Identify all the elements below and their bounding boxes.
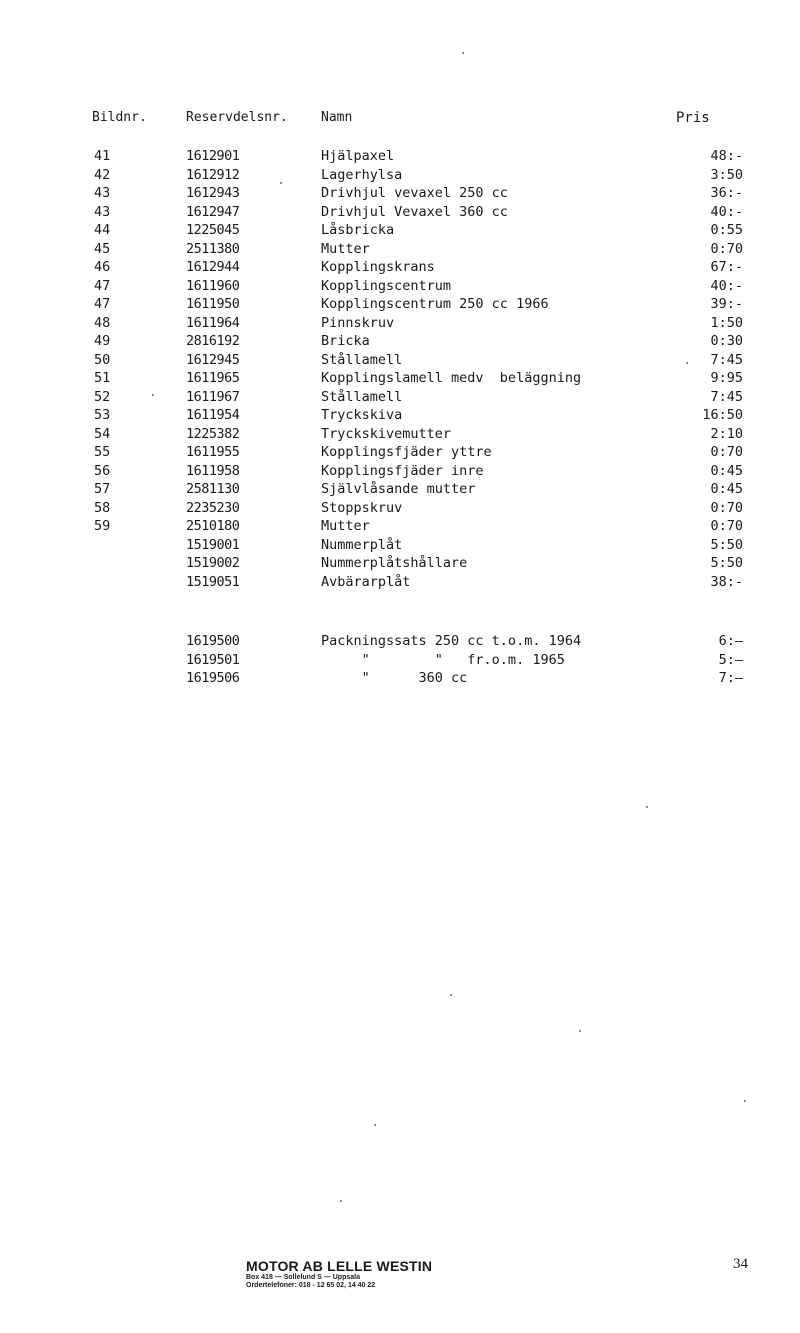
header-reservdelsnr: Reservdelsnr. bbox=[186, 110, 288, 125]
part-number-cell: 1225045 bbox=[186, 222, 240, 238]
bildnr-cell: 56 bbox=[94, 462, 111, 479]
part-number-cell: 1619506 bbox=[186, 670, 240, 686]
part-number-cell: 2510180 bbox=[186, 518, 240, 534]
table-row bbox=[0, 573, 800, 591]
bildnr-cell: 57 bbox=[94, 481, 111, 497]
part-name-cell: Packningssats 250 cc t.o.m. 1964 bbox=[321, 633, 582, 649]
part-number-cell: 1519001 bbox=[186, 536, 240, 553]
part-name-cell: Bricka bbox=[321, 333, 370, 349]
table-row bbox=[0, 369, 800, 387]
company-name: MOTOR AB LELLE WESTIN bbox=[246, 1258, 433, 1274]
part-name-cell: Nummerplåt bbox=[321, 536, 403, 553]
table-row bbox=[0, 669, 800, 687]
scan-speck bbox=[280, 182, 282, 184]
part-name-cell: Pinnskruv bbox=[321, 314, 395, 331]
part-number-cell: 2581130 bbox=[186, 481, 240, 497]
part-number-cell: 1619500 bbox=[186, 633, 240, 649]
price-cell: 1:50 bbox=[710, 314, 743, 331]
price-cell: 40:- bbox=[710, 203, 743, 220]
part-name-cell: Stållamell bbox=[321, 351, 403, 368]
part-number-cell: 1611967 bbox=[186, 388, 240, 405]
part-name-cell: Drivhjul vevaxel 250 cc bbox=[321, 185, 508, 201]
part-number-cell: 1611955 bbox=[186, 444, 240, 460]
price-cell: 48:- bbox=[710, 148, 743, 164]
table-row bbox=[0, 443, 800, 461]
part-number-cell: 1611958 bbox=[186, 462, 240, 479]
table-row bbox=[0, 651, 800, 669]
company-phone: Ordertelefoner: 018 - 12 65 02, 14 40 22 bbox=[246, 1282, 376, 1289]
part-number-cell: 1612901 bbox=[186, 148, 240, 164]
price-cell: 3:50 bbox=[710, 166, 743, 183]
price-cell: 9:95 bbox=[710, 370, 743, 386]
price-cell: 16:50 bbox=[702, 407, 743, 423]
part-number-cell: 1519051 bbox=[186, 573, 240, 590]
price-cell: 7:— bbox=[718, 670, 743, 686]
part-number-cell: 2816192 bbox=[186, 333, 240, 349]
table-row bbox=[0, 258, 800, 276]
part-number-cell: 1519002 bbox=[186, 555, 240, 571]
table-row bbox=[0, 499, 800, 517]
table-row bbox=[0, 536, 800, 554]
table-row bbox=[0, 277, 800, 295]
part-number-cell: 1612943 bbox=[186, 185, 240, 201]
part-number-cell: 2511380 bbox=[186, 240, 240, 257]
table-row bbox=[0, 406, 800, 424]
table-row bbox=[0, 332, 800, 350]
part-number-cell: 1619501 bbox=[186, 651, 240, 668]
scan-speck bbox=[744, 1100, 746, 1102]
part-number-cell: 1612944 bbox=[186, 259, 240, 275]
price-cell: 38:- bbox=[710, 573, 743, 590]
price-cell: 0:70 bbox=[710, 240, 743, 257]
part-name-cell: Drivhjul Vevaxel 360 cc bbox=[321, 203, 508, 220]
part-name-cell: Lagerhylsa bbox=[321, 166, 403, 183]
header-namn: Namn bbox=[321, 110, 353, 125]
part-name-cell: Kopplingscentrum 250 cc 1966 bbox=[321, 296, 549, 312]
scan-speck bbox=[646, 806, 648, 808]
part-number-cell: 1611964 bbox=[186, 314, 240, 331]
part-name-cell: Kopplingsfjäder inre bbox=[321, 462, 484, 479]
bildnr-cell: 50 bbox=[94, 351, 111, 368]
bildnr-cell: 45 bbox=[94, 240, 111, 257]
scan-speck bbox=[450, 994, 452, 996]
part-name-cell: Mutter bbox=[321, 240, 370, 257]
table-row bbox=[0, 295, 800, 313]
price-cell: 0:70 bbox=[710, 499, 743, 516]
bildnr-cell: 48 bbox=[94, 314, 111, 331]
price-cell: 0:70 bbox=[710, 518, 743, 534]
part-name-cell: Tryckskivemutter bbox=[321, 425, 452, 442]
part-name-cell: Kopplingscentrum bbox=[321, 277, 452, 294]
part-number-cell: 2235230 bbox=[186, 499, 240, 516]
scan-speck bbox=[579, 1030, 581, 1032]
bildnr-cell: 58 bbox=[94, 499, 111, 516]
table-row bbox=[0, 314, 800, 332]
part-name-cell: Hjälpaxel bbox=[321, 148, 395, 164]
bildnr-cell: 59 bbox=[94, 518, 111, 534]
part-number-cell: 1611960 bbox=[186, 277, 240, 294]
price-cell: 0:55 bbox=[710, 222, 743, 238]
price-cell: 0:45 bbox=[710, 481, 743, 497]
price-cell: 5:— bbox=[718, 651, 743, 668]
table-row bbox=[0, 184, 800, 202]
price-cell: 0:70 bbox=[710, 444, 743, 460]
price-cell: 2:10 bbox=[710, 425, 743, 442]
price-cell: 6:— bbox=[718, 633, 743, 649]
bildnr-cell: 53 bbox=[94, 407, 111, 423]
scan-speck bbox=[686, 362, 688, 364]
part-name-cell: " " fr.o.m. 1965 bbox=[321, 651, 565, 668]
price-cell: 67:- bbox=[710, 259, 743, 275]
bildnr-cell: 42 bbox=[94, 166, 111, 183]
part-number-cell: 1612945 bbox=[186, 351, 240, 368]
price-cell: 5:50 bbox=[710, 555, 743, 571]
bildnr-cell: 41 bbox=[94, 148, 111, 164]
part-number-cell: 1611965 bbox=[186, 370, 240, 386]
company-address: Box 418 — Sollelund S — Uppsala bbox=[246, 1274, 360, 1281]
bildnr-cell: 43 bbox=[94, 185, 111, 201]
bildnr-cell: 49 bbox=[94, 333, 111, 349]
bildnr-cell: 54 bbox=[94, 425, 111, 442]
price-cell: 36:- bbox=[710, 185, 743, 201]
table-row bbox=[0, 166, 800, 184]
table-row bbox=[0, 240, 800, 258]
price-cell: 0:45 bbox=[710, 462, 743, 479]
table-row bbox=[0, 480, 800, 498]
part-number-cell: 1225382 bbox=[186, 425, 240, 442]
table-row bbox=[0, 221, 800, 239]
part-name-cell: Låsbricka bbox=[321, 222, 395, 238]
part-name-cell: Avbärarplåt bbox=[321, 573, 411, 590]
page-number: 34 bbox=[733, 1256, 748, 1272]
part-name-cell: Stoppskruv bbox=[321, 499, 403, 516]
table-row bbox=[0, 632, 800, 650]
part-name-cell: Kopplingskrans bbox=[321, 259, 435, 275]
bildnr-cell: 46 bbox=[94, 259, 111, 275]
part-name-cell: Självlåsande mutter bbox=[321, 481, 476, 497]
table-row bbox=[0, 517, 800, 535]
bildnr-cell: 55 bbox=[94, 444, 111, 460]
price-cell: 5:50 bbox=[710, 536, 743, 553]
part-name-cell: " 360 cc bbox=[321, 670, 468, 686]
table-row bbox=[0, 554, 800, 572]
bildnr-cell: 51 bbox=[94, 370, 111, 386]
part-name-cell: Mutter bbox=[321, 518, 370, 534]
scan-speck bbox=[152, 394, 154, 396]
part-name-cell: Nummerplåtshållare bbox=[321, 555, 468, 571]
part-name-cell: Kopplingslamell medv beläggning bbox=[321, 370, 582, 386]
bildnr-cell: 52 bbox=[94, 388, 111, 405]
scan-speck bbox=[374, 1124, 376, 1126]
header-bildnr: Bildnr. bbox=[92, 110, 147, 125]
price-cell: 39:- bbox=[710, 296, 743, 312]
table-row bbox=[0, 388, 800, 406]
price-cell: 40:- bbox=[710, 277, 743, 294]
bildnr-cell: 47 bbox=[94, 277, 111, 294]
part-number-cell: 1612947 bbox=[186, 203, 240, 220]
part-name-cell: Kopplingsfjäder yttre bbox=[321, 444, 492, 460]
bildnr-cell: 47 bbox=[94, 296, 111, 312]
scan-speck bbox=[462, 52, 464, 54]
scan-speck bbox=[340, 1200, 342, 1202]
header-pris: Pris bbox=[676, 110, 710, 126]
part-name-cell: Stållamell bbox=[321, 388, 403, 405]
bildnr-cell: 44 bbox=[94, 222, 111, 238]
price-cell: 0:30 bbox=[710, 333, 743, 349]
price-cell: 7:45 bbox=[710, 351, 743, 368]
table-row bbox=[0, 147, 800, 165]
table-row bbox=[0, 351, 800, 369]
part-name-cell: Tryckskiva bbox=[321, 407, 403, 423]
table-row bbox=[0, 203, 800, 221]
company-footer bbox=[246, 1258, 432, 1290]
table-row bbox=[0, 425, 800, 443]
part-number-cell: 1612912 bbox=[186, 166, 240, 183]
table-row bbox=[0, 462, 800, 480]
bildnr-cell: 43 bbox=[94, 203, 111, 220]
part-number-cell: 1611954 bbox=[186, 407, 240, 423]
price-cell: 7:45 bbox=[710, 388, 743, 405]
part-number-cell: 1611950 bbox=[186, 296, 240, 312]
